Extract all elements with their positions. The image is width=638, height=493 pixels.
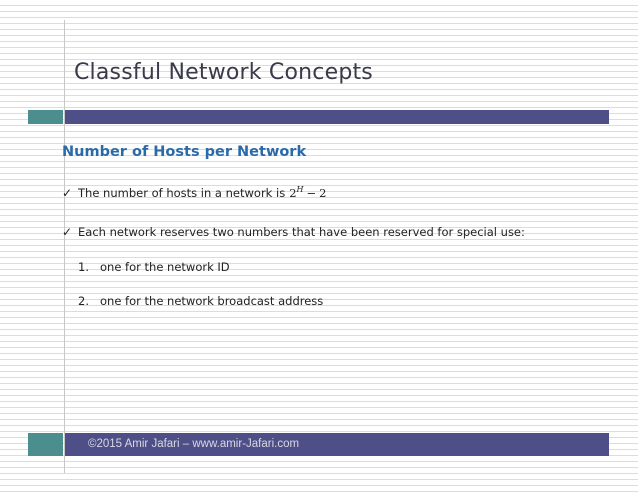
bullet-text: Each network reserves two numbers that have been reserved for special use: xyxy=(78,225,525,239)
hosts-formula xyxy=(289,185,326,200)
title-accent-bar xyxy=(28,110,63,124)
title-underline-bar xyxy=(65,110,609,124)
slide-title: Classful Network Concepts xyxy=(74,60,373,85)
formula-constant: 2 xyxy=(319,186,327,200)
formula-operator: − xyxy=(306,186,317,200)
formula-base: 2 xyxy=(289,186,297,200)
bullet-hosts-formula xyxy=(62,185,326,200)
list-item-network-id xyxy=(78,260,230,274)
list-item-broadcast xyxy=(78,294,323,308)
footer-copyright: ©2015 Amir Jafari – www.amir-Jafari.com xyxy=(88,438,300,450)
footer-accent-bar xyxy=(28,433,63,456)
list-marker: 1. xyxy=(78,260,89,274)
bullet-text: The number of hosts in a network is xyxy=(78,186,286,200)
bullet-reserved-numbers xyxy=(62,225,525,239)
check-icon: ✓ xyxy=(62,186,73,200)
formula-exponent: H xyxy=(296,185,304,194)
list-item-text: one for the network ID xyxy=(100,260,230,274)
list-item-text: one for the network broadcast address xyxy=(100,294,324,308)
list-marker: 2. xyxy=(78,294,89,308)
margin-line xyxy=(64,20,65,473)
section-heading: Number of Hosts per Network xyxy=(62,144,307,160)
check-icon: ✓ xyxy=(62,225,73,239)
